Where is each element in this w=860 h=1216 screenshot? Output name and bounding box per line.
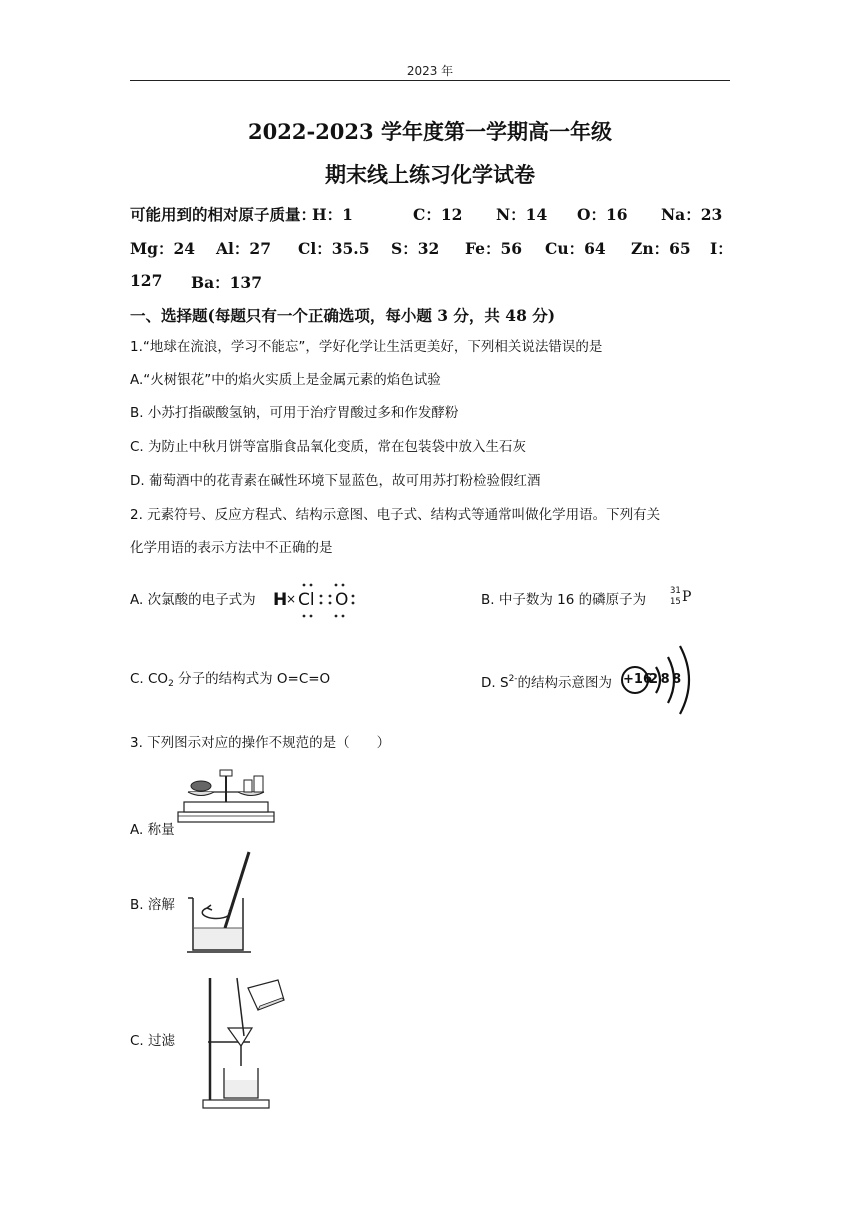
mass-cu: Cu：64 [545,239,606,258]
option-c-prefix: C. CO [130,671,169,687]
formula-cl: Cl [298,590,315,610]
option-d-suffix: 的结构示意图为 [517,675,613,691]
question-2-option-d [481,669,612,693]
question-3-option-a: A. 称量 [130,822,175,838]
atomic-mass-block [0,0,860,300]
mass-i-value: 127 [130,271,163,290]
question-2-stem-line1: 2. 元素符号、反应方程式、结构示意图、电子式、结构式等通常叫做化学用语。下列有关 [130,507,661,523]
question-2-option-a: A. 次氯酸的电子式为 [130,592,256,608]
mass-ba: Ba：137 [191,273,262,292]
mass-na: Na：23 [661,205,723,224]
mass-o: O：16 [577,205,628,224]
phosphorus-isotope [670,586,700,614]
mass-cl: Cl：35.5 [298,239,370,258]
question-3-option-b: B. 溶解 [130,897,175,913]
isotope-mass-number: 31 [670,586,681,596]
exam-title-line2: 期末线上练习化学试卷 [325,162,535,187]
question-3-option-c: C. 过滤 [130,1033,176,1049]
beaker-stirring-icon [185,850,255,955]
sulfide-ion-structure-diagram [620,640,695,720]
mass-n: N：14 [496,205,548,224]
question-1-option-a: A.“火树银花”中的焰火实质上是金属元素的焰色试验 [130,372,441,388]
electron-dots [273,583,363,619]
isotope-symbol: P [682,589,692,605]
formula-h: H [273,590,288,610]
balance-icon [176,766,276,826]
filtration-icon [200,970,290,1110]
question-2-stem-line2: 化学用语的表示方法中不正确的是 [130,540,333,556]
mass-al: Al：27 [216,239,271,258]
exam-title-line1: 2022-2023 学年度第一学期高一年级 [248,119,612,144]
page-header: 2023 年 [406,64,454,78]
question-3-stem: 3. 下列图示对应的操作不规范的是（ ） [130,735,391,751]
question-1-option-b: B. 小苏打指碳酸氢钠，可用于治疗胃酸过多和作发酵粉 [130,405,459,421]
mass-s: S：32 [391,239,440,258]
option-c-suffix: 分子的结构式为 O=C=O [173,671,331,687]
option-c-subscript: 2 [168,679,174,689]
question-1-stem: 1.“地球在流浪，学习不能忘”，学好化学让生活更美好，下列相关说法错误的是 [130,339,603,355]
formula-o: O [335,590,349,610]
mass-i: I： [710,239,733,258]
hclo-electron-formula [273,583,363,619]
question-2-option-c [130,669,330,694]
question-1-option-c: C. 为防止中秋月饼等富脂食品氧化变质，常在包装袋中放入生石灰 [130,439,527,455]
formula-cross: × [286,592,297,606]
question-2-option-b: B. 中子数为 16 的磷原子为 [481,592,647,608]
question-1-option-d: D. 葡萄酒中的花青素在碱性环境下显蓝色，故可用苏打粉检验假红酒 [130,473,541,489]
mass-c: C：12 [413,205,463,224]
shell-electrons: 2 8 8 [649,672,681,687]
isotope-atomic-number: 15 [670,597,681,607]
section-heading: 一、选择题(每题只有一个正确选项，每小题 3 分，共 48 分) [130,306,556,325]
mass-fe: Fe：56 [465,239,523,258]
nucleus-charge: +16 [623,672,652,687]
option-d-superscript: 2- [508,674,518,684]
mass-h: H：1 [312,205,353,224]
option-d-prefix: D. S [481,675,509,691]
mass-zn: Zn：65 [631,239,691,258]
mass-mg: Mg：24 [130,239,196,258]
atomic-mass-label: 可能用到的相对原子质量： [130,205,317,224]
